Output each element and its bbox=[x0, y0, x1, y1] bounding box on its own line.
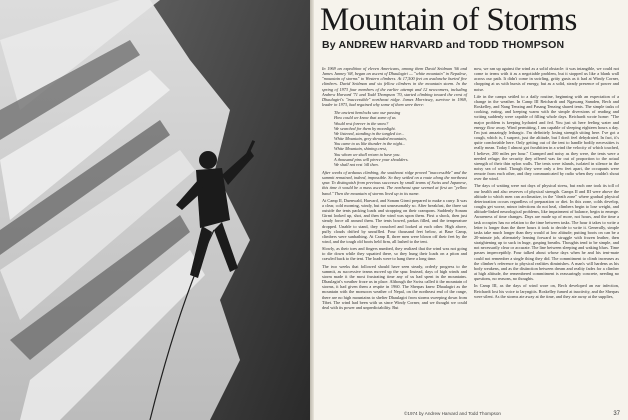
body-paragraph: At Camp II, Duenwald, Harvard, and Sonam Girmi prepared to make a carry. It was a clear, cold morning, windy, but not unseasonably so. After breakfast, the three sat outside the tents packing loads and strapping on their crampons. Suddenly Sonam Girmi looked up, shot, and then the wind was upon them. First a shock, then just steady force all around them. The tents bowed, parkas filled, and the temperature dropped. Unable to stand, they crouched and looked at each other. High above, puffy clouds drifted by unruffled. Four thousand feet below, at Base Camp, climbers were sunbathing. At Camp II, three men were blown off their feet by the wind, and the tough old boots held firm, all lashed to the tent. bbox=[322, 197, 467, 244]
body-paragraph: The two weeks that followed should have seen steady, orderly progress to the summit, as successive teams moved up the spur. Instead, days of high winds and storm made it the most frustrating time any of us had spent in the mountains. Dhaulagiri's weather froze us in place. Although the Swiss called it the mountain of storms, it had given them a respite in 1960. The Sherpas knew Dhaulagiri as the mountain with the monsoon weather of Nepal, on the northeast end of the range, there are no high mountains to shelter Dhaulagiri from storms sweeping down from Tibet. The wind had been with us since Windy Corner, and we thought we could deal with its power and unpredictability. But bbox=[322, 263, 467, 310]
body-paragraph: now, we ran up against the wind as a solid obstacle: it was intangible, we could not come to terms with it as a negotiable problem, but it stopped us like a blank wall across our path. It didn't come in swirling, gritty gusts as it had at Windy Corner, chopping at us with bursts of energy, but as a solid, steady presence of power and noise. bbox=[474, 66, 619, 92]
poem-line: We shall not rest 'till then. bbox=[334, 161, 379, 167]
text-column-left bbox=[322, 66, 467, 312]
poem-line: We listened, standing in the tangled ice... bbox=[334, 130, 405, 136]
article-page bbox=[314, 0, 628, 420]
body-paragraph: Life in the camps settled to a daily routine, beginning with an expectation of a change in the weather. In Camp III Reichardt and Ngawang Samden, Bech and Roskelley, and Nang Tenzing and Pasang Tenzing shared tents. The simple tasks of cooking, eating, and keeping warm with the simple diversions of reading and writing suddenly were capable of filling whole days. Reichardt wrote home: "The major problem is keeping hydrated and fed. You just sit here feeling water and energy flow away. Wind permitting, I am capable of sleeping eighteen hours a day. I'm just amazingly lethargic. I'm definitely losing strength sitting here. I've got a cough, which is, I suspect, just the altitude, but I don't feel dehydrated. In fact, it's quite comfortable here. Only getting out of the tent to handle bodily necessities is really mean. Today I almost got frostbitten in a wind the velocity of which touched, I believe, 200 miles per hour." Cramped and noisy as they were, the tents were a needed refuge; the security they offered was far out of proportion to the actual strength of their thin nylon walls. The tents were islands, isolated in silence in the noisy sea of wind. Though they were only a few feet apart, the occupants were remote from each other, and they communicated by radio when they couldn't shout over the wind. bbox=[474, 93, 619, 182]
poem-line: White Mountain, shining crest, bbox=[334, 146, 387, 152]
article-byline bbox=[322, 39, 564, 51]
poem-line: White Mountain, grey shrouded mountain, bbox=[334, 136, 407, 142]
climber-photo bbox=[0, 0, 310, 420]
poem-line: Would rest forever in the snow? bbox=[334, 120, 389, 126]
poem-line: We searched for them by moonlight. bbox=[334, 125, 396, 131]
article-title: Mountain of Storms bbox=[320, 2, 577, 38]
climber-photo-image bbox=[0, 0, 310, 420]
poem-line: The ancient hemlocks saw our passing bbox=[334, 110, 401, 116]
poem-line: You whom we shall return to have you. bbox=[334, 151, 401, 157]
intro-paragraph: In 1969 an expedition of eleven Americans, among them David Seidman '66 and James Janney '68, began an ascent of Dhaulagiri — "white mountain" in Nepalese, "mountain of storms" to Western climbers. At 17,500 feet an avalanche buried five climbers. David Seidman and six fellow climbers in the mountain storm. In the spring of 1973 four members of the earlier attempt and 12 newcomers, including Andrew Harvard '71 and Todd Thompson '70, started climbing toward the crest of Dhaulagiri's "inaccessible" northeast ridge. James Morrissey, survivor in 1969, leader in 1973, had regained why some of them were there: bbox=[322, 66, 467, 108]
text-column-right bbox=[474, 66, 619, 301]
copyright-notice: ©1974 by Andrew Harvard and Todd Thompson bbox=[404, 411, 501, 416]
poem-line: You came to us like thunder in the night... bbox=[334, 141, 406, 147]
closing-paragraph: In Camp III, as the days of wind wore on, Bech developed an ear infection, Reichardt lost his voice to laryngitis. Roskelley fumed at inactivity, and the Sherpas were silent. As the storms ate away at the time, and they ate away at the supplies, bbox=[474, 283, 619, 299]
byline-text: By ANDREW HARVARD and TODD THOMPSON bbox=[322, 39, 565, 51]
body-paragraph: The days of waiting were not days of physical stress, but each one took its toll of our health and also reserves of physical strength. Camps II and III were above the altitude to which men can acclimatize, in the "death zone" where gradual physical deterioration occurs regardless of preparation or diet. In this zone, colds develop, coughs get worse, minor infections do not heal, climbers begin to lose weight, and altitude-linked neurological problems, like impairment of balance, begin to emerge. Awareness of time changes. Days are made up of more, not hours, and the time a task occupies has no relation to the time between tasks. The hour it takes to write a letter is longer than the three hours it took to decide to write it. Generally, simple tasks take much longer than they would at low altitude; putting boots on can be a 20-minute job, alternately leaning forward to struggle with frozen leather, then straightening up to suck in huge, gasping breaths. Thoughts tend to be simple, and not necessarily clear or accurate. The line between sleeping and waking blurs. Time passes imperceptibly. Four talked about whose days when he and his tent-mate could not remember a single thing they did. The commitment to climb increases as the climber's reference to physical realities diminishes. A man's will hardens as his body weakens, and as the distinction between dream and reality fades for a climber at high altitude, the remembered commitment is reassuringly concrete, needing no questions, no reasons, no thoughts. bbox=[474, 183, 619, 282]
poem-block bbox=[334, 110, 467, 167]
post-poem-paragraph: After weeks of arduous climbing, the southeast ridge proved "inaccessible" and the summit remained, indeed, impossible. So they settled on a route along the northeast spur. To distinguish from previous successes by small teams of Swiss and Japanese, this time it would be a mass ascent. The northeast spur seemed at first an "yellow band." Then the mountain of storms lived up to its name. bbox=[322, 169, 467, 196]
poem-line: A thousand pins will pierce your shoulders. bbox=[334, 156, 409, 162]
page-number: 37 bbox=[613, 411, 620, 417]
poem-line: How could we know that some of us bbox=[334, 115, 396, 121]
body-paragraph: Slowly, as their toes and fingers numbed, they realized that the wind was not going to die down while they squatted there, so they hung their loads on a piton and crawled back to the tent. The loads were to hang there a long time. bbox=[322, 246, 467, 262]
